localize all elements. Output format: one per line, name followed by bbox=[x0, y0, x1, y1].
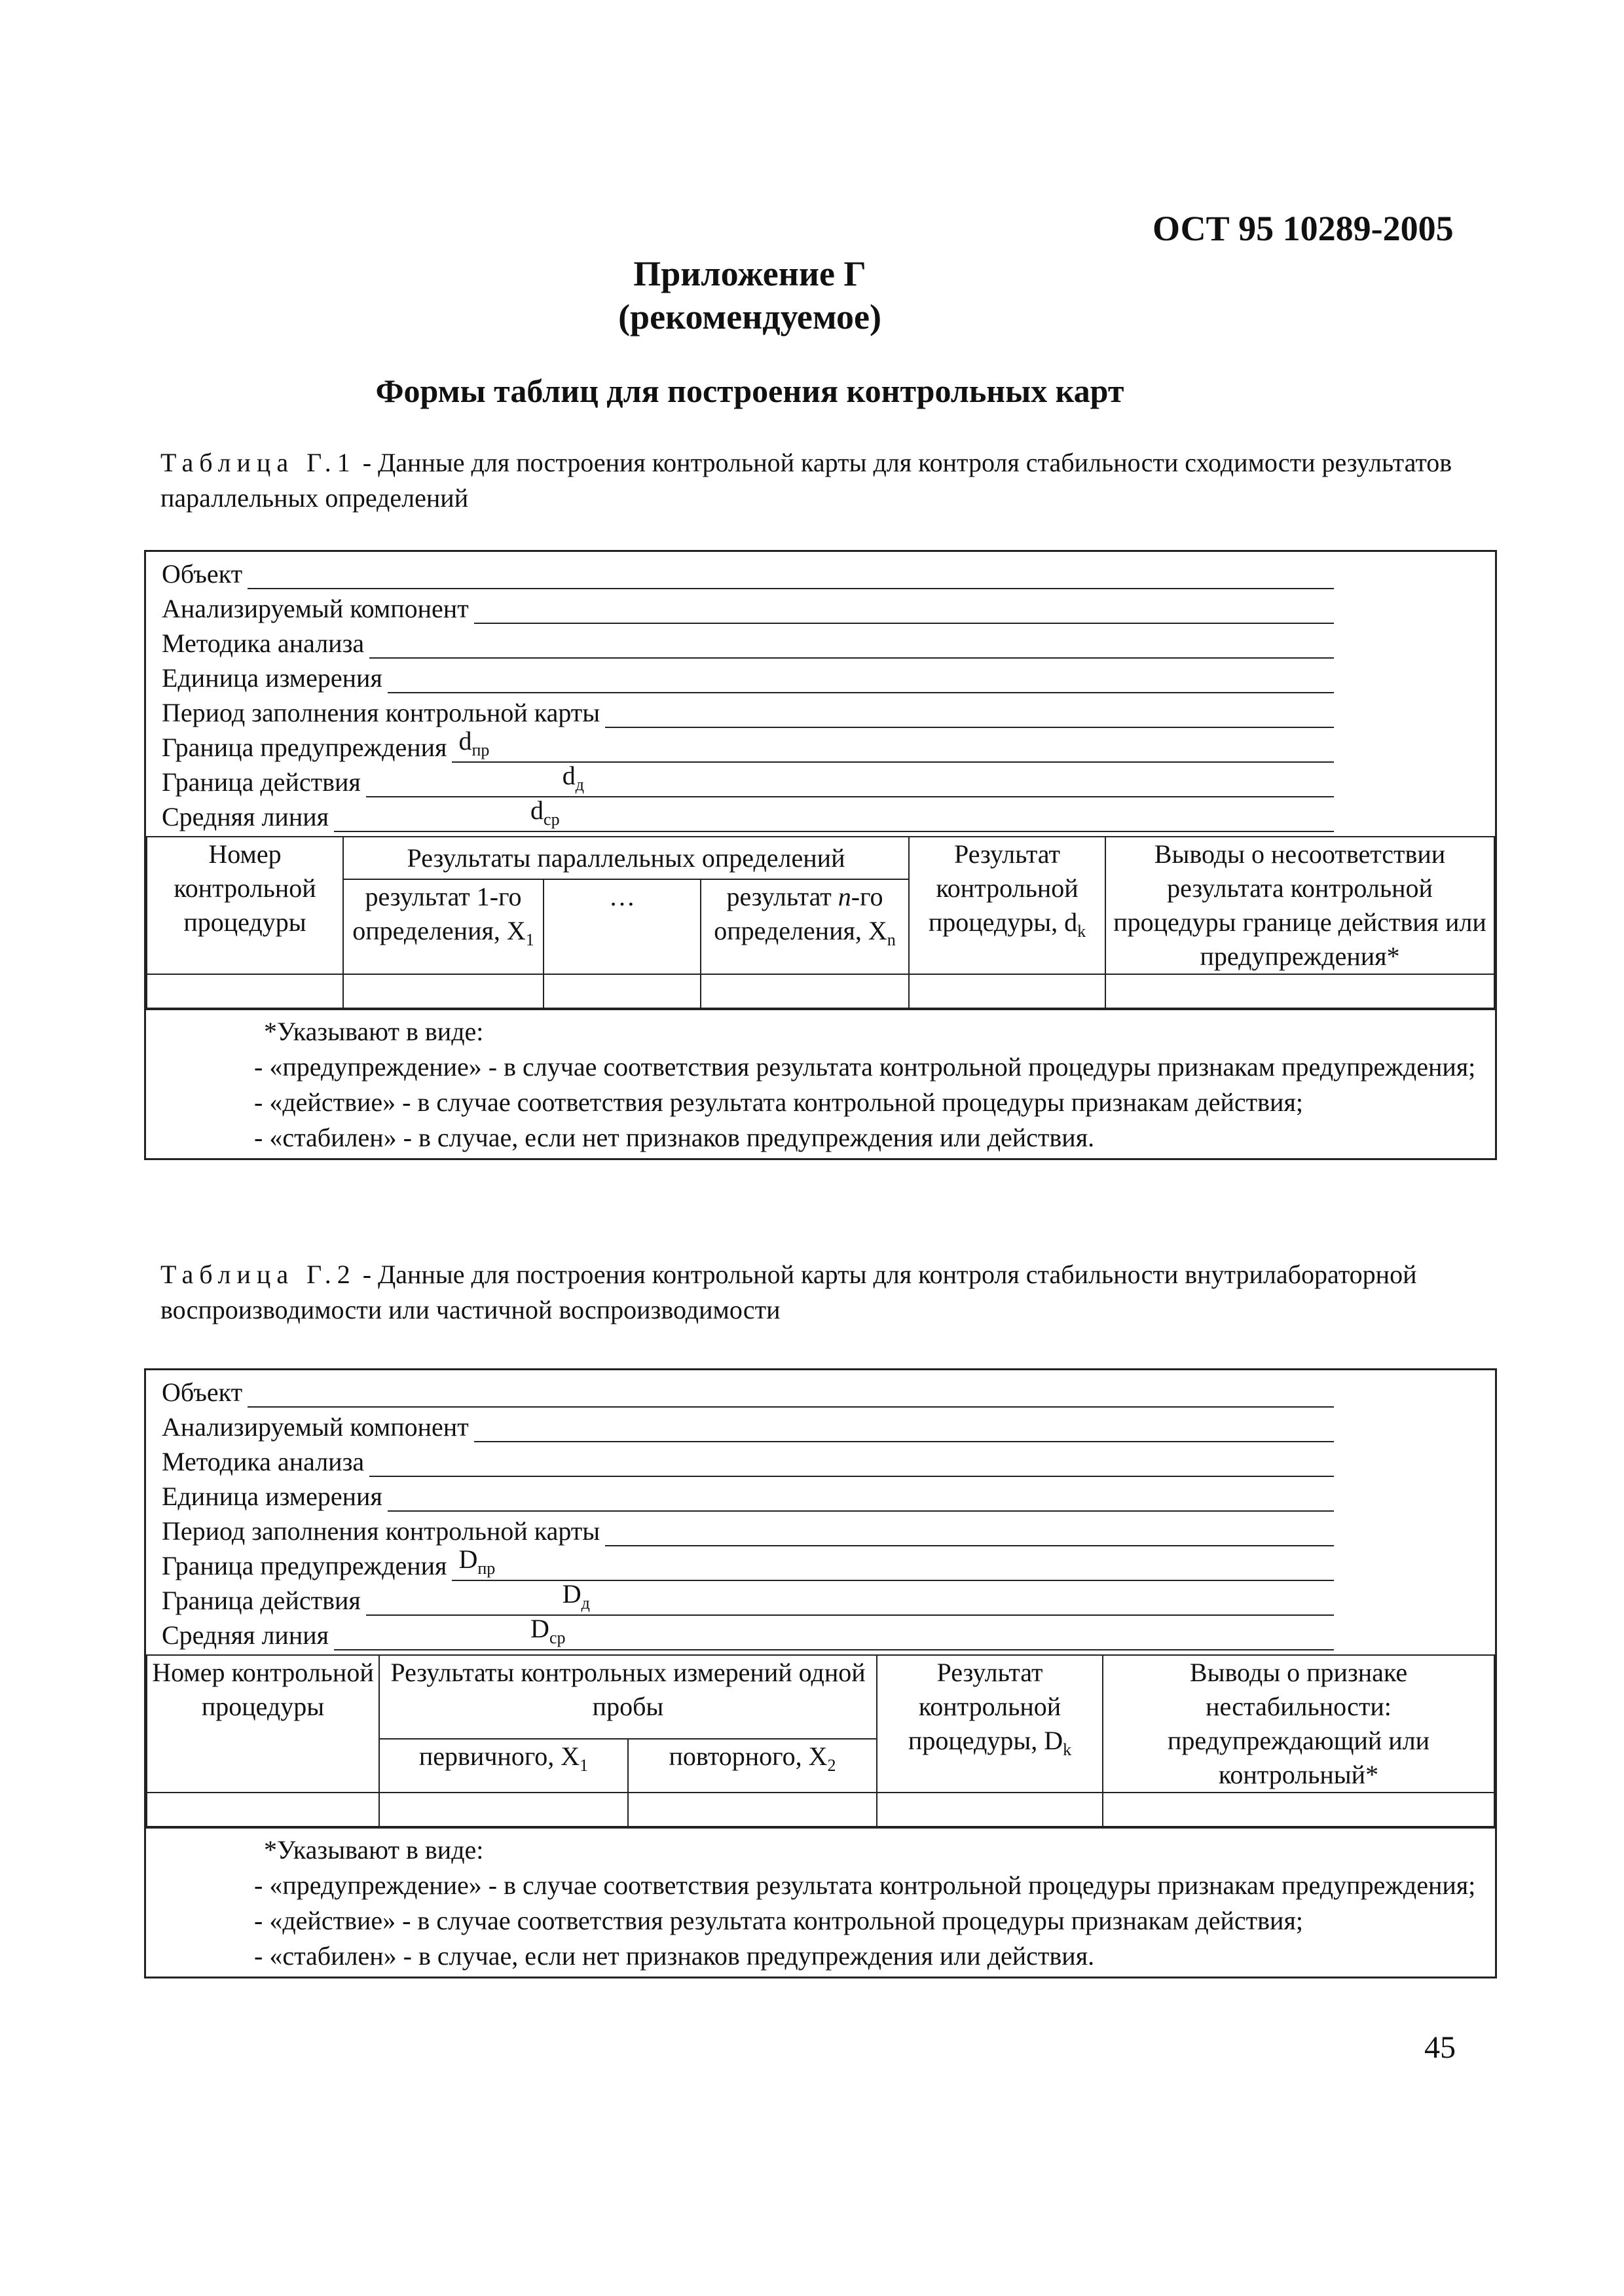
form-field-input-line[interactable] bbox=[248, 1380, 1334, 1408]
table2-col-number: Номер контрольной процедуры bbox=[147, 1655, 379, 1793]
form-field-label: Анализируемый компонент bbox=[162, 1412, 469, 1442]
form-field-label: Граница действия bbox=[162, 767, 361, 797]
form-field-label: Анализируемый компонент bbox=[162, 594, 469, 623]
form-field-label: Методика анализа bbox=[162, 1447, 365, 1476]
table2-notes-head: *Указывают в виде: bbox=[264, 1835, 484, 1865]
appendix-title: Приложение Г bbox=[633, 254, 866, 293]
table2-cell[interactable] bbox=[628, 1793, 877, 1827]
form-field-label: Средняя линия bbox=[162, 802, 329, 831]
table1-cell[interactable] bbox=[1105, 974, 1494, 1008]
form-field-input-line[interactable] bbox=[334, 1614, 1334, 1650]
form-field bbox=[162, 1512, 1334, 1546]
form-field-label: Единица измерения bbox=[162, 1482, 382, 1511]
form-field bbox=[162, 1373, 1334, 1408]
document-code: ОСТ 95 10289-2005 bbox=[1153, 209, 1454, 248]
table1-col-result-n: результат n-го определения, $X_n$ bbox=[701, 879, 909, 974]
form-field bbox=[162, 1477, 1334, 1512]
table1-col-number: Номер контрольной процедуры bbox=[147, 837, 343, 974]
table2-note-item: - «стабилен» - в случае, если нет признаков предупреждения или действия. bbox=[254, 1941, 1095, 1971]
appendix-heading bbox=[0, 252, 1500, 338]
form-field-symbol: $D_{пр}$ bbox=[458, 1544, 496, 1578]
form-field-input-line[interactable] bbox=[369, 631, 1334, 659]
form-field-label: Средняя линия bbox=[162, 1620, 329, 1650]
table1-col-result-first: результат 1-го определения, $X_1$ bbox=[343, 879, 544, 974]
table1-caption-label: Таблица Г.1 bbox=[160, 448, 356, 477]
form-field-label: Методика анализа bbox=[162, 629, 365, 658]
section-title: Формы таблиц для построения контрольных карт bbox=[375, 373, 1124, 409]
form-field bbox=[162, 728, 1334, 763]
table1-cell[interactable] bbox=[343, 974, 544, 1008]
form-field-symbol: $d_{пр}$ bbox=[458, 726, 490, 759]
table1-caption bbox=[160, 445, 1483, 516]
form-field bbox=[162, 1408, 1334, 1442]
table2-caption-text: - Данные для построения контрольной карты для контроля стабильности внутрилабораторной воспроизводимости или частичной воспроизводимости bbox=[160, 1260, 1417, 1324]
form-field-input-line[interactable] bbox=[366, 1579, 1334, 1616]
form-field bbox=[162, 1581, 1334, 1616]
table2-cell[interactable] bbox=[147, 1793, 379, 1827]
form-field-label: Период заполнения контрольной карты bbox=[162, 698, 600, 727]
form-field bbox=[162, 1616, 1334, 1650]
table2-cell[interactable] bbox=[379, 1793, 628, 1827]
table-row bbox=[147, 1793, 1494, 1827]
table2-caption-label: Таблица Г.2 bbox=[160, 1260, 356, 1289]
table2-note-item: - «предупреждение» - в случае соответствия результата контрольной процедуры признакам предупреждения; bbox=[254, 1870, 1476, 1900]
form-field-label: Граница действия bbox=[162, 1586, 361, 1615]
table1-col-procedure-result: Результат контрольной процедуры, $d_k$ bbox=[909, 837, 1105, 974]
table1-cell[interactable] bbox=[909, 974, 1105, 1008]
form-field bbox=[162, 589, 1334, 624]
table1-grid bbox=[146, 836, 1495, 1009]
form-field-symbol: $d_{ср}$ bbox=[530, 795, 560, 829]
table2-col-repeat: повторного, $X_2$ bbox=[628, 1739, 877, 1793]
form-field-input-line[interactable] bbox=[248, 562, 1334, 589]
form-field bbox=[162, 659, 1334, 693]
table2-caption bbox=[160, 1257, 1483, 1328]
table1-cell[interactable] bbox=[544, 974, 701, 1008]
form-field bbox=[162, 555, 1334, 589]
table1-col-conclusions: Выводы о несоответствии результата контрольной процедуры границе действия или предупреждения* bbox=[1105, 837, 1494, 974]
table2-col-primary: первичного, $X_1$ bbox=[379, 1739, 628, 1793]
table2-fields bbox=[146, 1370, 1495, 1654]
page-number: 45 bbox=[1424, 2030, 1456, 2065]
form-field-input-line[interactable] bbox=[452, 1544, 1334, 1581]
form-field-input-line[interactable] bbox=[366, 761, 1334, 797]
form-field-label: Объект bbox=[162, 559, 243, 589]
form-field-symbol: $d_д$ bbox=[562, 761, 585, 794]
form-field-label: Граница предупреждения bbox=[162, 733, 447, 762]
table1-fields bbox=[146, 552, 1495, 836]
table1-notes-head: *Указывают в виде: bbox=[264, 1017, 484, 1046]
table1-notes bbox=[146, 1009, 1495, 1158]
form-field-label: Единица измерения bbox=[162, 663, 382, 693]
form-field-input-line[interactable] bbox=[452, 726, 1334, 763]
form-field-input-line[interactable] bbox=[605, 1519, 1334, 1546]
table-row bbox=[147, 974, 1494, 1008]
appendix-subtitle: (рекомендуемое) bbox=[618, 297, 881, 337]
table2-form bbox=[144, 1368, 1497, 1978]
form-field bbox=[162, 624, 1334, 659]
table1-col-ellipsis: … bbox=[544, 879, 701, 974]
form-field-input-line[interactable] bbox=[369, 1449, 1334, 1477]
form-field-symbol: $D_д$ bbox=[562, 1579, 590, 1613]
table2-grid bbox=[146, 1654, 1495, 1827]
table1-caption-text: - Данные для построения контрольной карты для контроля стабильности сходимости результатов параллельных определений bbox=[160, 448, 1452, 513]
form-field-input-line[interactable] bbox=[388, 666, 1334, 693]
form-field-input-line[interactable] bbox=[388, 1484, 1334, 1512]
table2-cell[interactable] bbox=[1103, 1793, 1494, 1827]
form-field-label: Период заполнения контрольной карты bbox=[162, 1516, 600, 1546]
table1-note-item: - «предупреждение» - в случае соответствия результата контрольной процедуры признакам предупреждения; bbox=[254, 1052, 1476, 1082]
form-field-input-line[interactable] bbox=[474, 596, 1334, 624]
form-field bbox=[162, 1546, 1334, 1581]
table2-col-conclusions: Выводы о признаке нестабильности: предупреждающий или контрольный* bbox=[1103, 1655, 1494, 1793]
form-field-symbol: $D_{ср}$ bbox=[530, 1614, 566, 1647]
form-field bbox=[162, 763, 1334, 797]
table1-note-item: - «действие» - в случае соответствия результата контрольной процедуры признакам действия; bbox=[254, 1087, 1303, 1117]
table1-form bbox=[144, 550, 1497, 1160]
table1-col-results: Результаты параллельных определений bbox=[343, 837, 909, 879]
form-field-label: Объект bbox=[162, 1377, 243, 1407]
table2-col-results: Результаты контрольных измерений одной пробы bbox=[379, 1655, 877, 1739]
form-field-input-line[interactable] bbox=[334, 795, 1334, 832]
table2-cell[interactable] bbox=[877, 1793, 1103, 1827]
table2-col-procedure-result: Результат контрольной процедуры, $D_k$ bbox=[877, 1655, 1103, 1793]
form-field bbox=[162, 797, 1334, 832]
form-field-label: Граница предупреждения bbox=[162, 1551, 447, 1580]
table1-cell[interactable] bbox=[701, 974, 909, 1008]
table1-cell[interactable] bbox=[147, 974, 343, 1008]
form-field-input-line[interactable] bbox=[605, 701, 1334, 728]
table2-note-item: - «действие» - в случае соответствия результата контрольной процедуры признакам действия; bbox=[254, 1906, 1303, 1935]
form-field bbox=[162, 1442, 1334, 1477]
table2-notes bbox=[146, 1827, 1495, 1977]
form-field bbox=[162, 693, 1334, 728]
table1-note-item: - «стабилен» - в случае, если нет признаков предупреждения или действия. bbox=[254, 1123, 1095, 1152]
form-field-input-line[interactable] bbox=[474, 1415, 1334, 1442]
